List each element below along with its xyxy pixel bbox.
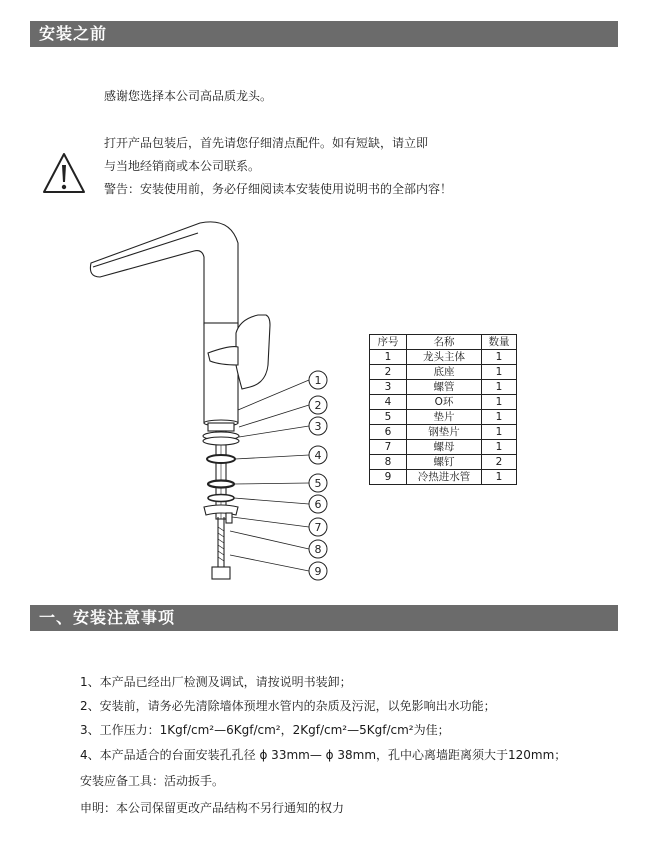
cell-number: 8: [370, 455, 407, 470]
leader-lines: [230, 380, 309, 571]
header-quantity: 数量: [482, 335, 517, 350]
cell-number: 2: [370, 365, 407, 380]
callout-label: 6: [314, 498, 322, 511]
disclaimer-note: 申明：本公司保留更改产品结构不另行通知的权力: [80, 801, 345, 815]
callout-label: 4: [314, 449, 322, 462]
warning-triangle-icon: [42, 152, 86, 194]
table-row: [370, 470, 517, 485]
cell-name: O环: [407, 395, 482, 410]
table-header-row: [370, 335, 517, 350]
cell-name: 螺母: [407, 440, 482, 455]
callout-label: 9: [314, 565, 322, 578]
callout-6: [309, 495, 327, 513]
table-row: [370, 455, 517, 470]
cell-quantity: 1: [482, 440, 517, 455]
callout-markers: [309, 371, 327, 580]
cell-quantity: 1: [482, 365, 517, 380]
header-name: 名称: [407, 335, 482, 350]
cell-name: 垫片: [407, 410, 482, 425]
callout-3: [309, 417, 327, 435]
cell-number: 1: [370, 350, 407, 365]
cell-name: 螺钉: [407, 455, 482, 470]
cell-quantity: 1: [482, 425, 517, 440]
cell-quantity: 2: [482, 455, 517, 470]
cell-quantity: 1: [482, 395, 517, 410]
table-row: [370, 395, 517, 410]
table-row: [370, 425, 517, 440]
thanks-text: 感谢您选择本公司高品质龙头。: [104, 89, 273, 103]
callout-label: 8: [314, 543, 322, 556]
callout-8: [309, 540, 327, 558]
faucet-drawing: [90, 222, 270, 579]
cell-number: 9: [370, 470, 407, 485]
callout-7: [309, 518, 327, 536]
table-row: [370, 365, 517, 380]
table-row: [370, 440, 517, 455]
callout-1: [309, 371, 327, 389]
warning-text: 警告：安装使用前，务必仔细阅读本安装使用说明书的全部内容！: [104, 182, 453, 196]
callout-label: 3: [314, 420, 322, 433]
note-4: 4、本产品适合的台面安装孔孔径 ϕ 33mm— ϕ 38mm，孔中心离墙距离须大于120mm；: [80, 748, 567, 762]
note-1: 1、本产品已经出厂检测及调试，请按说明书装卸；: [80, 675, 352, 689]
cell-number: 4: [370, 395, 407, 410]
cell-quantity: 1: [482, 410, 517, 425]
callout-2: [309, 396, 327, 414]
cell-name: 龙头主体: [407, 350, 482, 365]
parts-table: [369, 334, 517, 485]
section-header-install-notes: [30, 605, 618, 631]
note-2: 2、安装前，请务必先清除墙体预埋水管内的杂质及污泥，以免影响出水功能；: [80, 699, 496, 713]
cell-name: 冷热进水管: [407, 470, 482, 485]
cell-number: 6: [370, 425, 407, 440]
cell-number: 7: [370, 440, 407, 455]
section-title: 一、安装注意事项: [39, 608, 176, 627]
table-row: [370, 410, 517, 425]
cell-name: 钢垫片: [407, 425, 482, 440]
cell-quantity: 1: [482, 470, 517, 485]
callout-label: 5: [314, 477, 322, 490]
callout-label: 1: [314, 374, 322, 387]
cell-name: 底座: [407, 365, 482, 380]
callout-label: 2: [314, 399, 322, 412]
callout-label: 7: [314, 521, 322, 534]
table-row: [370, 350, 517, 365]
section-title: 安装之前: [39, 24, 108, 43]
cell-number: 3: [370, 380, 407, 395]
cell-number: 5: [370, 410, 407, 425]
faucet-exploded-diagram: [80, 215, 340, 590]
tools-note: 安装应备工具：活动扳手。: [80, 774, 225, 788]
note-3: 3、工作压力：1Kgf/cm²—6Kgf/cm²，2Kgf/cm²—5Kgf/cm²为佳；: [80, 723, 450, 737]
check-parts-text-line1: 打开产品包装后，首先请您仔细清点配件。如有短缺，请立即: [104, 136, 429, 150]
section-header-before-install: [30, 21, 618, 47]
callout-9: [309, 562, 327, 580]
check-parts-text-line2: 与当地经销商或本公司联系。: [104, 159, 261, 173]
cell-quantity: 1: [482, 350, 517, 365]
header-number: 序号: [370, 335, 407, 350]
cell-quantity: 1: [482, 380, 517, 395]
cell-name: 螺管: [407, 380, 482, 395]
callout-4: [309, 446, 327, 464]
table-row: [370, 380, 517, 395]
callout-5: [309, 474, 327, 492]
